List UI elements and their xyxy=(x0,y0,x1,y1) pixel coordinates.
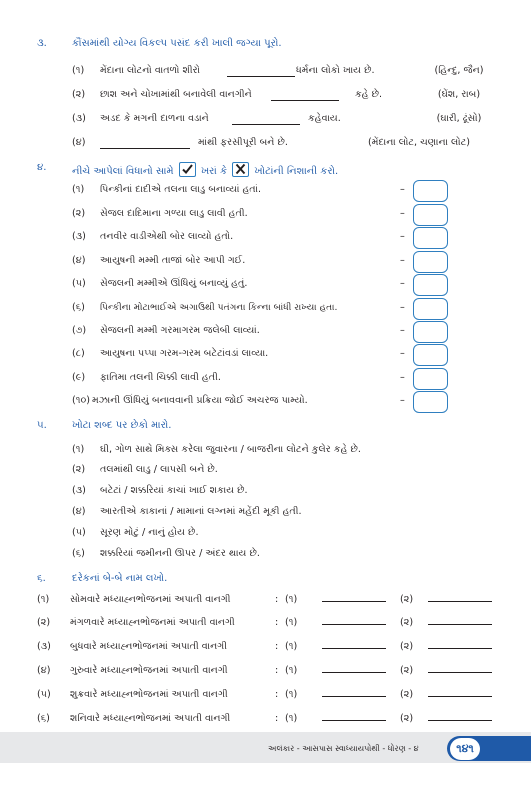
item-text[interactable]: બટેટાં / શક્કરિયાં કાચાં ખાઈ શકાય છે. xyxy=(100,485,248,496)
dash: – xyxy=(400,325,405,336)
dash: – xyxy=(400,372,405,383)
blank-label-2: (૨) xyxy=(400,617,414,628)
section5-item-3 xyxy=(0,485,531,503)
section6-item-1 xyxy=(0,594,531,612)
blank-label-2: (૨) xyxy=(400,641,414,652)
blank-label-2: (૨) xyxy=(400,713,414,724)
section3-title: કૌંસમાંથી યોગ્ય વિકલ્પ પસંદ કરી ખાલી જગ્યા પૂરો. xyxy=(72,38,282,49)
section6-item-2 xyxy=(0,617,531,635)
item-number: (૨) xyxy=(37,617,51,628)
item-number: (૫) xyxy=(37,689,51,700)
item-text-suffix: માંથી ફરસીપૂરી બને છે. xyxy=(198,137,288,148)
blank-label-2: (૨) xyxy=(400,665,414,676)
section3-item-1 xyxy=(0,65,531,83)
section4-item-10 xyxy=(0,395,531,413)
answer-box-3[interactable] xyxy=(413,227,448,249)
item-text: બુધવારે મધ્યાહ્નભોજનમાં અપાતી વાનગી xyxy=(70,641,227,652)
blank-label-1: (૧) xyxy=(285,617,298,628)
answer-blank-1[interactable] xyxy=(322,624,386,625)
section4-item-6 xyxy=(0,302,531,320)
item-text[interactable]: આરતીએ કાકાનાં / મામાનાં લગ્નમાં મહેંદી મૂકી હતી. xyxy=(100,506,302,517)
section6-item-3 xyxy=(0,641,531,659)
item-number: (૧) xyxy=(37,594,50,605)
answer-blank-2[interactable] xyxy=(428,601,492,602)
item-number: (૩) xyxy=(37,641,51,652)
section5-item-1 xyxy=(0,444,531,462)
section5-item-4 xyxy=(0,506,531,524)
answer-blank-2[interactable] xyxy=(428,696,492,697)
dash: – xyxy=(400,184,405,195)
dash: – xyxy=(400,255,405,266)
item-number: (૪) xyxy=(37,665,51,676)
item-number: (૧૦) xyxy=(72,395,90,406)
answer-blank[interactable] xyxy=(271,100,339,101)
item-number: (૨) xyxy=(72,464,86,475)
item-text: મેંદાના લોટનો વાતળો શીરો xyxy=(100,65,200,76)
item-text-suffix: કહે છે. xyxy=(355,89,383,100)
blank-label-1: (૧) xyxy=(285,665,298,676)
colon: : xyxy=(275,689,279,700)
item-text: તનવીર વાડીએથી બોર લાવ્યો હતો. xyxy=(100,231,234,242)
section6-item-5 xyxy=(0,689,531,707)
item-number: (૧) xyxy=(72,444,85,455)
item-text: શુક્રવારે મધ્યાહ્નભોજનમાં અપાતી વાનગી xyxy=(70,689,228,700)
item-number: (૬) xyxy=(72,548,85,559)
item-text: પિન્કીના મોટાભાઈએ અગાઉથી પતંગના કિન્ના બાંધી રાખ્યા હતા. xyxy=(100,302,338,313)
item-text: સેજલની મમ્મીએ ઊંધિયું બનાવ્યું હતું. xyxy=(100,278,248,289)
item-text: પિન્કીનાં દાદીએ તલના લાડુ બનાવ્યાં હતાં. xyxy=(100,184,262,195)
item-text: શનિવારે મધ્યાહ્નભોજનમાં અપાતી વાનગી xyxy=(70,713,231,724)
section6-title: દરેકનાં બે-બે નામ લખો. xyxy=(72,573,168,584)
blank-label-1: (૧) xyxy=(285,713,298,724)
footer-text: અલંકાર - આસપાસ સ્વાધ્યાયપોથી - ધોરણ - ૪ xyxy=(268,744,419,753)
item-number: (૨) xyxy=(72,208,86,219)
item-number: (૪) xyxy=(72,506,86,517)
answer-blank[interactable] xyxy=(227,76,295,77)
item-text: આયુષના પપ્પા ગરમ-ગરમ બટેટાંવડાં લાવ્યા. xyxy=(100,348,269,359)
section6-item-4 xyxy=(0,665,531,683)
check-mark-icon xyxy=(179,162,196,177)
answer-blank[interactable] xyxy=(232,124,300,125)
cross-mark-icon xyxy=(232,162,249,177)
section4-item-3 xyxy=(0,231,531,249)
item-number: (૭) xyxy=(72,325,87,336)
blank-label-1: (૧) xyxy=(285,689,298,700)
page-number: ૧૪૧ xyxy=(450,738,480,760)
item-text-suffix: ધર્મના લોકો ખાય છે. xyxy=(296,65,375,76)
section3-item-4 xyxy=(0,137,531,155)
item-text: ફાતિમા તલની ચિક્કી લાવી હતી. xyxy=(100,372,221,383)
answer-box-6[interactable] xyxy=(413,298,448,320)
section6-number: ૬. xyxy=(37,573,46,584)
answer-box-1[interactable] xyxy=(413,180,448,202)
dash: – xyxy=(400,278,405,289)
answer-blank-1[interactable] xyxy=(322,672,386,673)
section4-title-part2: ખરાં કે xyxy=(200,166,228,177)
section4-title xyxy=(72,162,338,177)
section4-title-part1: નીચે આપેલાં વિધાનો સામે xyxy=(72,166,174,177)
blank-label-1: (૧) xyxy=(285,594,298,605)
answer-box-5[interactable] xyxy=(413,274,448,296)
section5-title: ખોટા શબ્દ પર છેકો મારો. xyxy=(72,420,172,431)
item-number: (૩) xyxy=(72,113,86,124)
answer-blank-2[interactable] xyxy=(428,648,492,649)
section5-item-5 xyxy=(0,527,531,545)
answer-blank-1[interactable] xyxy=(322,648,386,649)
colon: : xyxy=(275,594,279,605)
item-number: (૪) xyxy=(72,255,86,266)
item-text: ગુરુવારે મધ્યાહ્નભોજનમાં અપાતી વાનગી xyxy=(70,665,228,676)
answer-blank-1[interactable] xyxy=(322,601,386,602)
section4-item-5 xyxy=(0,278,531,296)
dash: – xyxy=(400,348,405,359)
answer-blank[interactable] xyxy=(100,148,190,149)
item-text[interactable]: ઘી, ગોળ સાથે મિક્સ કરેલા જુવારના / બાજરીના લોટને કુલેર કહે છે. xyxy=(100,444,361,455)
section5-item-6 xyxy=(0,548,531,566)
answer-blank-1[interactable] xyxy=(322,720,386,721)
item-text[interactable]: શક્કરિયાં જમીનની ઊપર / અંદર થાય છે. xyxy=(100,548,260,559)
item-text: સોમવારે મધ્યાહ્નભોજનમાં અપાતી વાનગી xyxy=(70,594,231,605)
dash: – xyxy=(400,395,405,406)
item-text: મંગળવારે મધ્યાહ્નભોજનમાં અપાતી વાનગી xyxy=(70,617,235,628)
dash: – xyxy=(400,302,405,313)
section4-number: ૪. xyxy=(37,162,47,173)
item-options: (હિન્દુ, જૈન) xyxy=(434,65,484,76)
section5-number: ૫. xyxy=(37,420,47,431)
item-text[interactable]: સૂરણ મોટું / નાનું હોય છે. xyxy=(100,527,199,538)
answer-blank-1[interactable] xyxy=(322,696,386,697)
section6-heading xyxy=(0,573,531,591)
item-text: આયુષની મમ્મી તાજાં બોર આપી ગઈ. xyxy=(100,255,246,266)
item-text[interactable]: તલમાંથી લાડુ / લાપસી બને છે. xyxy=(100,464,218,475)
answer-box-10[interactable] xyxy=(413,391,448,413)
item-number: (૬) xyxy=(37,713,50,724)
blank-label-1: (૧) xyxy=(285,641,298,652)
dash: – xyxy=(400,231,405,242)
section5-item-2 xyxy=(0,464,531,482)
item-number: (૧) xyxy=(72,184,85,195)
item-number: (૧) xyxy=(72,65,85,76)
section3-item-3 xyxy=(0,113,531,131)
answer-box-7[interactable] xyxy=(413,321,448,343)
item-options: (મેંદાના લોટ, ચણાના લોટ) xyxy=(368,137,471,148)
answer-box-2[interactable] xyxy=(413,204,448,226)
item-options: (ઘેંશ, રાબ) xyxy=(437,89,481,100)
item-options: (ઘારી, ઢૂંસો) xyxy=(436,113,482,124)
section4-item-4 xyxy=(0,255,531,273)
section4-item-1 xyxy=(0,184,531,202)
item-text-suffix: કહેવાય. xyxy=(308,113,341,124)
section4-item-8 xyxy=(0,348,531,366)
item-text: છાશ અને ચોખામાંથી બનાવેલી વાનગીને xyxy=(100,89,252,100)
item-number: (૫) xyxy=(72,278,86,289)
section4-heading xyxy=(0,162,531,180)
item-number: (૪) xyxy=(72,137,86,148)
item-text: સેજલ દાદિમાના ગળ્યા લાડુ લાવી હતી. xyxy=(100,208,248,219)
section3-heading xyxy=(0,38,531,56)
item-number: (૮) xyxy=(72,348,85,359)
answer-blank-2[interactable] xyxy=(428,624,492,625)
item-number: (૫) xyxy=(72,527,86,538)
section4-item-2 xyxy=(0,208,531,226)
blank-label-2: (૨) xyxy=(400,689,414,700)
answer-blank-2[interactable] xyxy=(428,720,492,721)
colon: : xyxy=(275,713,279,724)
section4-item-9 xyxy=(0,372,531,390)
colon: : xyxy=(275,641,279,652)
item-number: (૩) xyxy=(72,231,86,242)
section3-item-2 xyxy=(0,89,531,107)
answer-blank-2[interactable] xyxy=(428,672,492,673)
item-text: સેજલની મમ્મી ગરમાગરમ જલેબી લાવ્યાં. xyxy=(100,325,260,336)
colon: : xyxy=(275,617,279,628)
section6-item-6 xyxy=(0,713,531,731)
section4-title-part3: ખોટાંની નિશાની કરો. xyxy=(254,166,339,177)
item-number: (૯) xyxy=(72,372,86,383)
section3-number: ૩. xyxy=(37,38,47,49)
dash: – xyxy=(400,208,405,219)
item-number: (૩) xyxy=(72,485,86,496)
item-text: અડદ કે મગની દાળના વડાને xyxy=(100,113,209,124)
item-number: (૨) xyxy=(72,89,86,100)
item-number: (૬) xyxy=(72,302,85,313)
blank-label-2: (૨) xyxy=(400,594,414,605)
section5-heading xyxy=(0,420,531,438)
answer-box-8[interactable] xyxy=(413,344,448,366)
section4-item-7 xyxy=(0,325,531,343)
item-text: મઝાની ઊંધિયું બનાવવાની પ્રક્રિયા જોઈ અચરજ પામ્યો. xyxy=(92,395,308,406)
colon: : xyxy=(275,665,279,676)
answer-box-9[interactable] xyxy=(413,368,448,390)
answer-box-4[interactable] xyxy=(413,251,448,273)
